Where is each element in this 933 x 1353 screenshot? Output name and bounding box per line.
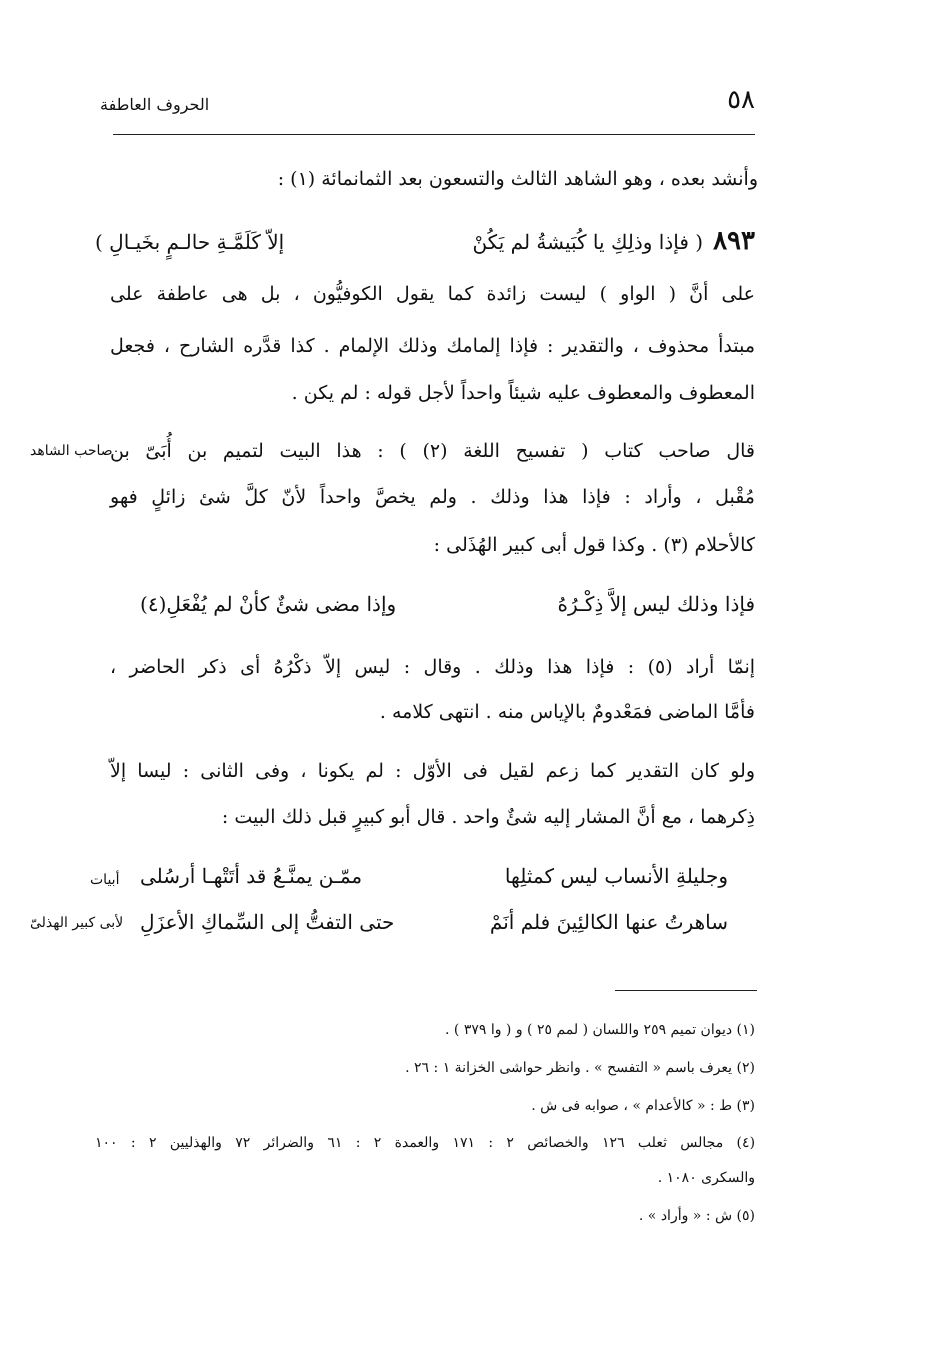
- footnote-5: (٥) ش : « وأراد » .: [638, 1208, 755, 1224]
- para2-line-3: كالأحلام (٣) . وكذا قول أبى كبير الهُذَلى :: [433, 534, 755, 556]
- verse-893-first: ٨٩٣( فإذا وذلِكِ يا كُبَيشةُ لم يَكُنْ: [472, 226, 755, 256]
- para3-line-2: فأمَّا الماضى فمَعْدومٌ بالإياس منه . انتهى كلامه .: [379, 701, 755, 723]
- para1-line-1: على أنَّ ( الواو ) ليست زائدة كما يقول الكوفيُّون ، بل هى عاطفة على: [110, 283, 755, 305]
- footnote-4-continued: والسكرى ١٠٨٠ .: [657, 1170, 755, 1186]
- para1-line-2: مبتدأ محذوف ، والتقدير : فإذا إلمامك وذلك الإلمام . كذا قدَّره الشارح ، فجعل: [110, 335, 755, 357]
- running-title: الحروف العاطفة: [100, 95, 210, 114]
- intro-line: وأنشد بعده ، وهو الشاهد الثالث والتسعون بعد الثمانمائة (١) :: [277, 168, 758, 190]
- page-number: ٥٨: [727, 85, 755, 115]
- footnote-4: (٤) مجالس ثعلب ١٢٦ والخصائص ٢ : ١٧١ والعمدة ٢ : ٦١ والضرائر ٧٢ والهذليين ٢ : ١٠٠: [95, 1135, 756, 1151]
- couplet-2-second: حتى التفتُّ إلى السِّماكِ الأعزَلِ: [140, 910, 395, 934]
- verse-number: ٨٩٣: [713, 226, 755, 256]
- para2-line-1: قال صاحب كتاب ( تفسيح اللغة (٢) ) : هذا البيت لتميم بن أُبَىّ بن: [110, 440, 755, 462]
- para4-line-1: ولو كان التقدير كما زعم لقيل فى الأوّل : لم يكونا ، وفى الثانى : ليسا إلاّ: [110, 760, 755, 782]
- couplet-2-first: ساهرتُ عنها الكالئِينَ فلم أنَمْ: [489, 910, 728, 934]
- footnote-1: (١) ديوان تميم ٢٥٩ واللسان ( لمم ٢٥ ) و ( وا ٣٧٩ ) .: [445, 1022, 755, 1038]
- verse-2-second: وإذا مضى شئٌ كأنْ لم يُفْعَلِ(٤): [140, 592, 397, 616]
- margin-note-author: صاحب الشاهد: [30, 443, 113, 459]
- couplet-1-second: ممّـن يمنَّـعُ قد أتَتْهـا أرسُلى: [140, 864, 363, 888]
- margin-note-verses: أبيات: [90, 872, 120, 888]
- verse-893: [95, 224, 755, 264]
- verse-2-first: فإذا وذلك ليس إلاَّ ذِكْـرُهُ: [557, 592, 755, 616]
- para1-line-3: المعطوف والمعطوف عليه شيئاً واحداً لأجل قوله : لم يكن .: [291, 382, 755, 404]
- footnote-rule: [615, 990, 757, 991]
- para4-line-2: ذِكرهما ، مع أنَّ المشار إليه شئٌ واحد . قال أبو كبيرٍ قبل ذلك البيت :: [221, 806, 755, 828]
- verse-893-second: إلاّ كَلَمَّـةِ حالـمٍ بخَيـالِ ): [95, 230, 285, 254]
- margin-note-verses-poet: لأبى كبير الهذلىّ: [30, 915, 124, 931]
- footnote-2: (٢) يعرف باسم « التفسح » . وانظر حواشى الخزانة ١ : ٢٦ .: [405, 1060, 755, 1076]
- para2-line-2: مُقْبل ، وأراد : فإذا هذا وذلك . ولم يخصَّ واحداً لأنّ كلَّ شئ زائلٍ فهو: [110, 486, 755, 508]
- couplet-1-first: وجليلةِ الأنساب ليس كمثلِها: [504, 864, 728, 888]
- footnote-3: (٣) ط : « كالأعدام » ، صوابه فى ش .: [531, 1098, 755, 1114]
- para3-line-1: إنمّا أراد (٥) : فإذا هذا وذلك . وقال : ليس إلاّ ذكْرُهُ أى ذكر الحاضر ،: [110, 656, 756, 678]
- header-rule: [113, 134, 755, 135]
